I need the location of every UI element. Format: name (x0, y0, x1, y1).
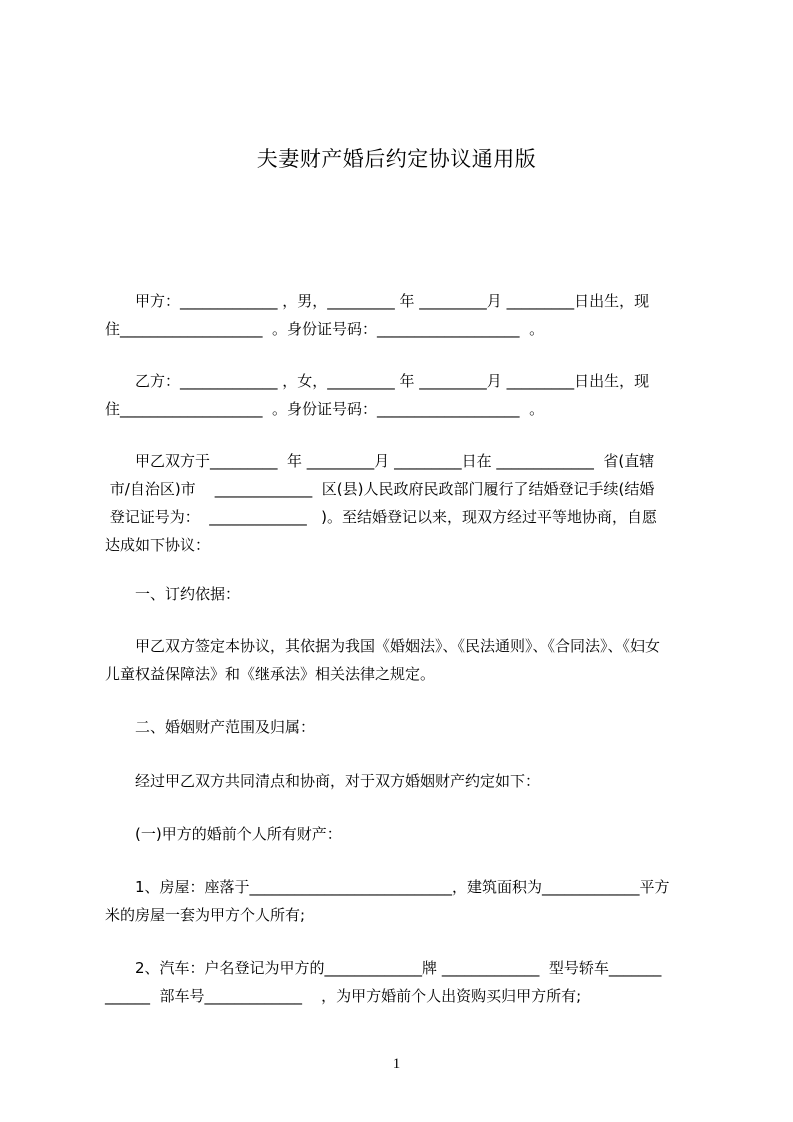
party-b-line-1: 乙方：_____________ ，女，_________ 年 _________月 _________日出生，现 (105, 372, 650, 390)
registration-line-1: 甲乙双方于_________ 年 _________月 _________日在 _____________ 省(直辖 (105, 452, 655, 470)
item-1-line-1: 1、房屋：座落于___________________________，建筑面积为_____________平方 (105, 878, 670, 896)
party-a-line-1: 甲方：_____________ ，男，_________ 年 _________月 _________日出生，现 (105, 292, 650, 310)
subsection-1-heading (105, 820, 701, 848)
party-a-line-2: 住___________________ 。身份证号码：___________________ 。 (105, 320, 545, 338)
registration-line-4: 达成如下协议： (105, 536, 211, 554)
item-1-house (105, 873, 701, 929)
section-2-intro (105, 767, 701, 795)
party-b-paragraph (105, 367, 701, 423)
item-2-line-1: 2、汽车：户名登记为甲方的_____________牌 _____________ 型号轿车_______ (105, 959, 662, 977)
party-a-paragraph (105, 287, 701, 343)
registration-line-2: 市/自治区)市 _____________ 区(县)人民政府民政部门履行了结婚登记手续(结婚 (105, 480, 655, 498)
page-number: 1 (392, 1056, 401, 1072)
section-1-line-2: 儿童权益保障法》和《继承法》相关法律之规定。 (105, 665, 436, 683)
item-2-line-2: ______ 部车号_____________ ，为甲方婚前个人出资购买归甲方所有; (105, 987, 582, 1005)
section-1-heading (105, 580, 701, 608)
section-2-heading (105, 713, 701, 741)
section-1-line-1: 甲乙双方签定本协议，其依据为我国《婚姻法》、《民法通则》、《合同法》、《妇女 (105, 637, 661, 655)
document-title: 夫妻财产婚后约定协议通用版 (256, 147, 537, 171)
item-2-car (105, 954, 701, 1010)
section-1-heading-text: 一、订约依据： (105, 585, 241, 603)
party-b-line-2: 住___________________ 。身份证号码：___________________ 。 (105, 400, 545, 418)
registration-line-3: 登记证号为： _____________ )。至结婚登记以来，现双方经过平等地协商，自愿 (105, 508, 657, 526)
section-1-body (105, 632, 701, 688)
section-2-intro-text: 经过甲乙双方共同清点和协商，对于双方婚姻财产约定如下： (105, 772, 541, 790)
item-1-line-2: 米的房屋一套为甲方个人所有; (105, 906, 306, 924)
registration-paragraph (105, 447, 701, 559)
section-2-heading-text: 二、婚姻财产范围及归属： (105, 718, 316, 736)
subsection-1-heading-text: (一)甲方的婚前个人所有财产： (105, 825, 342, 843)
